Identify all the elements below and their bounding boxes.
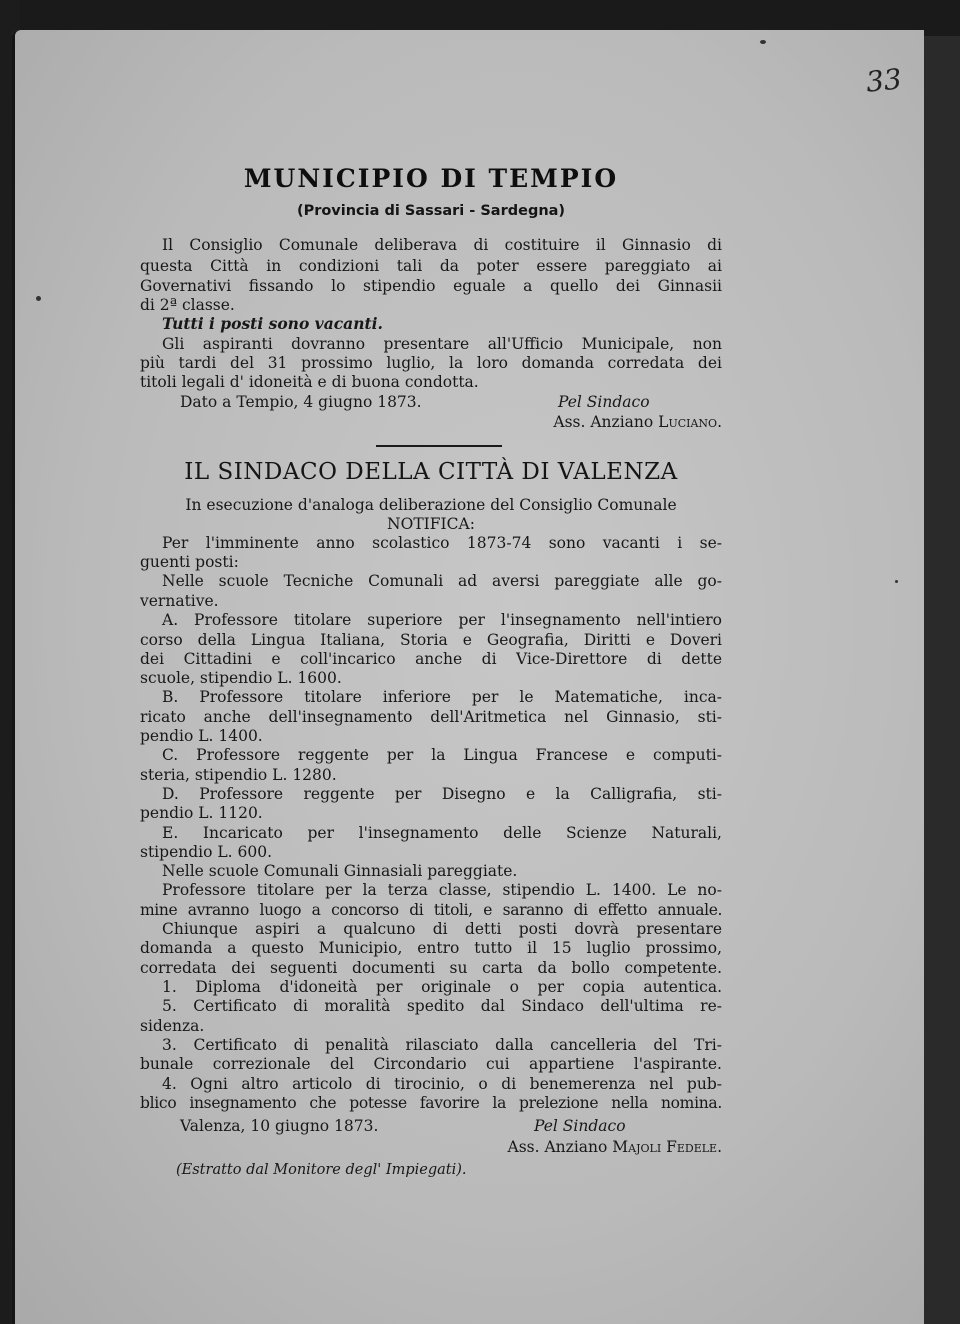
notice2-line: Per l'imminente anno scolastico 1873-74 sono vacanti i se-	[162, 534, 722, 552]
notice2-source: (Estratto dal Monitore degl' Impiegati).	[176, 1162, 467, 1178]
notice1-line: Governativi fissando lo stipendio eguale a quello dei Ginnasii	[140, 277, 722, 295]
notice1-line: più tardi del 31 prossimo luglio, la loro domanda corredata dei	[140, 354, 722, 372]
notice1-line: di 2ª classe.	[140, 296, 235, 314]
scan-speck	[36, 296, 41, 301]
notice2-line: Professore titolare per la terza classe, stipendio L. 1400. Le no-	[162, 881, 722, 899]
notice2-line: blico insegnamento che potesse favorire la prelezione nella nomina.	[140, 1094, 722, 1112]
notice1-signature-prefix: Ass. Anziano	[553, 413, 654, 431]
notice2-line: scuole, stipendio L. 1600.	[140, 669, 342, 687]
notice2-line: Nelle scuole Tecniche Comunali ad aversi pareggiate alle go-	[162, 572, 722, 590]
notice2-line: ricato anche dell'insegnamento dell'Aritmetica nel Ginnasio, sti-	[140, 708, 722, 726]
notice2-signature	[140, 1137, 722, 1157]
notice2-line: 1. Diploma d'idoneità per originale o per copia autentica.	[162, 978, 722, 996]
notice2-line: E. Incaricato per l'insegnamento delle Scienze Naturali,	[162, 824, 722, 842]
notice2-line: guenti posti:	[140, 553, 239, 571]
notice2-line: D. Professore reggente per Disegno e la Calligrafia, sti-	[162, 785, 722, 803]
notice2-line: corso della Lingua Italiana, Storia e Geografia, Diritti e Doveri	[140, 631, 722, 649]
page-number: 33	[864, 62, 904, 99]
scan-speck	[895, 580, 898, 583]
notice2-line: mine avranno luogo a concorso di titoli, e saranno di effetto annuale.	[140, 901, 722, 919]
notice2-line: pendio L. 1120.	[140, 804, 263, 822]
notice1-subtitle: (Provincia di Sassari - Sardegna)	[296, 203, 566, 219]
notice2-line: 4. Ogni altro articolo di tirocinio, o di benemerenza nel pub-	[162, 1075, 722, 1093]
notice2-notifica: NOTIFICA:	[387, 515, 475, 533]
notice2-signature-name: Majoli Fedele.	[612, 1138, 722, 1156]
scan-speck	[760, 40, 766, 44]
notice2-line: A. Professore titolare superiore per l'insegnamento nell'intiero	[162, 611, 722, 629]
notice2-line: 5. Certificato di moralità spedito dal Sindaco dell'ultima re-	[162, 997, 722, 1015]
notice1-line: Gli aspiranti dovranno presentare all'Ufficio Municipale, non	[162, 335, 722, 353]
notice2-line: sidenza.	[140, 1017, 205, 1035]
notice2-title: IL SINDACO DELLA CITTÀ DI VALENZA	[184, 459, 678, 485]
notice1-pel-sindaco: Pel Sindaco	[558, 393, 650, 411]
notice2-line: B. Professore titolare inferiore per le Matematiche, inca-	[162, 688, 722, 706]
notice2-line: 3. Certificato di penalità rilasciato dalla cancelleria del Tri-	[162, 1036, 722, 1054]
notice2-line: bunale correzionale del Circondario cui appartiene l'aspirante.	[140, 1055, 722, 1073]
notice1-line: questa Città in condizioni tali da poter essere pareggiato ai	[140, 257, 722, 275]
notice1-signature-name: Luciano.	[658, 413, 722, 431]
notice1-line: Il Consiglio Comunale deliberava di costituire il Ginnasio di	[162, 236, 722, 254]
notice2-intro: In esecuzione d'analoga deliberazione del Consiglio Comunale	[185, 496, 677, 514]
notice2-line: pendio L. 1400.	[140, 727, 263, 745]
notice2-date: Valenza, 10 giugno 1873.	[180, 1117, 379, 1135]
notice2-line: domanda a questo Municipio, entro tutto il 15 luglio prossimo,	[140, 939, 722, 957]
section-divider	[376, 445, 502, 447]
notice2-line: C. Professore reggente per la Lingua Francese e computi-	[162, 746, 722, 764]
notice2-line: stipendio L. 600.	[140, 843, 273, 861]
notice1-date: Dato a Tempio, 4 giugno 1873.	[180, 393, 422, 411]
notice1-title: MUNICIPIO DI TEMPIO	[243, 164, 619, 193]
notice2-pel-sindaco: Pel Sindaco	[534, 1117, 626, 1135]
notice2-line: Chiunque aspiri a qualcuno di detti posti dovrà presentare	[162, 920, 722, 938]
notice2-signature-prefix: Ass. Anziano	[507, 1138, 608, 1156]
notice1-vacancies: Tutti i posti sono vacanti.	[162, 314, 383, 333]
notice1-line: titoli legali d' idoneità e di buona condotta.	[140, 373, 479, 391]
notice1-signature	[140, 412, 722, 432]
notice2-line: dei Cittadini e coll'incarico anche di Vice-Direttore di dette	[140, 650, 722, 668]
notice2-line: corredata dei seguenti documenti su carta da bollo competente.	[140, 959, 722, 977]
notice2-line: Nelle scuole Comunali Ginnasiali pareggiate.	[162, 862, 518, 880]
notice2-line: steria, stipendio L. 1280.	[140, 766, 337, 784]
notice2-line: vernative.	[140, 592, 219, 610]
